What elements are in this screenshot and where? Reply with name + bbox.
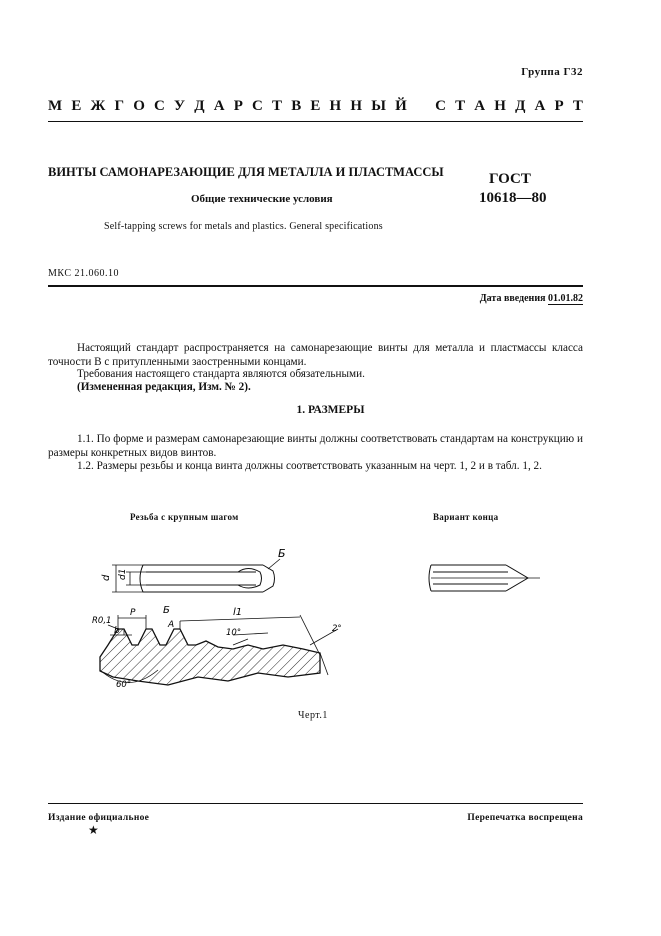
star-icon: ★ (88, 823, 99, 837)
label-l1: l1 (233, 607, 243, 618)
label-b-top: Б (278, 547, 286, 560)
tip-variant-drawing (428, 560, 543, 600)
footer-rule (48, 803, 583, 804)
section-paragraph-1: 1.1. По форме и размерам самонарезающие винты должны соответствовать стандартам на конструкцию и размеры конкретных видов винтов. (48, 433, 583, 459)
label-a: A (168, 620, 175, 630)
intro-paragraph-1: Настоящий стандарт распространяется на самонарезающие винты для металла и пластмассы класса точности В с притупленными заостренными концами. (48, 342, 583, 368)
mks-rule (48, 285, 583, 287)
label-b-mid: Б (163, 605, 170, 616)
standard-type-heading: М Е Ж Г О С У Д А Р С Т В Е Н Н Ы Й С Т А Н Д А Р Т (48, 98, 583, 114)
screw-shank (140, 565, 275, 592)
effective-date-value: 01.01.82 (548, 293, 583, 304)
effective-date-label: Дата введения (479, 293, 546, 304)
figure-caption-tip: Вариант конца (433, 512, 499, 522)
intro-amendment: (Измененная редакция, Изм. № 2). (77, 381, 251, 393)
label-b-small: b (114, 626, 120, 636)
footer-reprint-prohibited: Перепечатка воспрещена (467, 813, 583, 823)
leader-b (268, 559, 280, 569)
label-angle-60: 60° (116, 680, 132, 690)
figure-number: Черт.1 (298, 710, 328, 721)
effective-date (480, 293, 583, 304)
gost-label: ГОСТ (489, 171, 531, 187)
section-paragraph-2: 1.2. Размеры резьбы и конца винта должны соответствовать указанным на черт. 1, 2 и в табл. 1, 2. (77, 460, 542, 472)
footer-official-edition: Издание официальное (48, 813, 150, 823)
thread-drawing (88, 545, 358, 695)
document-title-english: Self-tapping screws for metals and plastics. General specifications (104, 221, 383, 232)
gost-number: 10618—80 (479, 190, 547, 206)
label-angle-2: 2° (332, 624, 342, 634)
label-p: P (130, 608, 136, 618)
section-heading: 1. РАЗМЕРЫ (296, 404, 365, 416)
mks-code: МКС 21.060.10 (48, 268, 119, 279)
figure-caption-thread: Резьба с крупным шагом (130, 512, 239, 522)
document-title: ВИНТЫ САМОНАРЕЗАЮЩИЕ ДЛЯ МЕТАЛЛА И ПЛАСТМАССЫ (48, 165, 444, 179)
intro-paragraph-2: Требования настоящего стандарта являются обязательными. (77, 368, 365, 380)
document-subtitle: Общие технические условия (191, 193, 333, 205)
group-code: Группа Г32 (521, 66, 583, 78)
header-rule (48, 121, 583, 122)
label-d: d (101, 574, 112, 581)
label-angle-10: 10° (226, 628, 242, 638)
thread-profile (100, 629, 320, 685)
label-d1: d1 (118, 568, 128, 580)
label-radius: R0,1 (92, 616, 112, 626)
